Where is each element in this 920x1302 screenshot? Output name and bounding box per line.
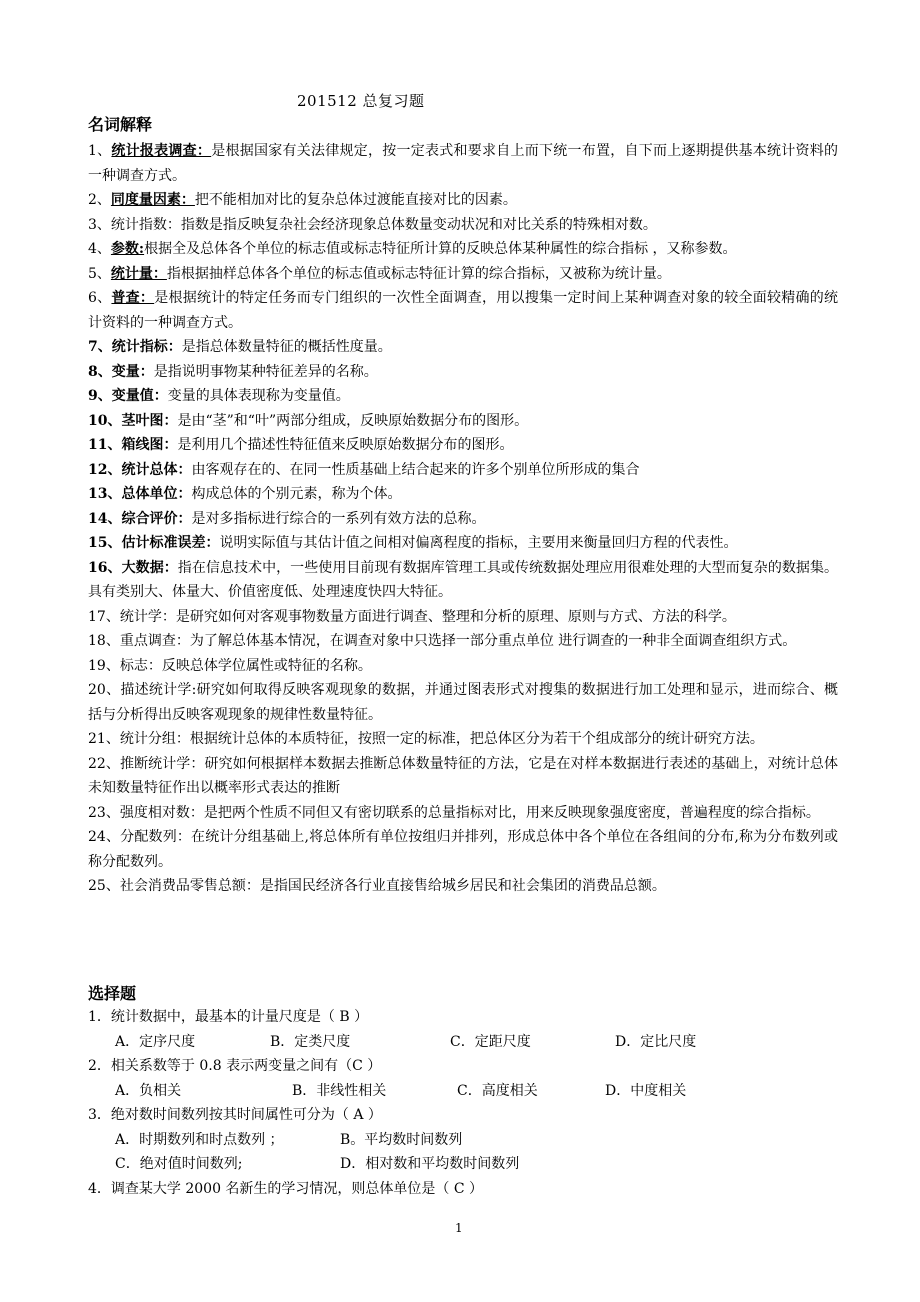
mcq-heading: 选择题 xyxy=(88,984,137,1003)
definitions-list xyxy=(88,139,838,899)
question-stem: 1．统计数据中，最基本的计量尺度是（ B ） xyxy=(88,1009,369,1025)
option: D．定比尺度 xyxy=(615,1033,697,1050)
option: C．绝对值时间数列; xyxy=(115,1156,243,1172)
definition-item: 9、变量值：变量的具体表现称为变量值。 xyxy=(88,388,350,404)
definition-item: 10、茎叶图：是由“茎”和“叶”两部分组成，反映原始数据分布的图形。 xyxy=(88,412,529,429)
definition-item: 16、大数据：指在信息技术中，一些使用目前现有数据库管理工具或传统数据处理应用很难处理的大型而复杂的数据集。具有类别大、体量大、价值密度低、处理速度快四大特征。 xyxy=(88,559,839,600)
option: B．非线性相关 xyxy=(292,1082,387,1099)
definition-item: 17、统计学：是研究如何对客观事物数量方面进行调查、整理和分析的原理、原则与方式、方法的科学。 xyxy=(88,608,736,625)
definition-item: 3、统计指数：指数是指反映复杂社会经济现象总体数量变动状况和对比关系的特殊相对数。 xyxy=(88,216,657,233)
definition-item: 8、变量：是指说明事物某种特征差异的名称。 xyxy=(88,363,378,380)
definition-item: 21、统计分组：根据统计总体的本质特征，按照一定的标准，把总体区分为若干个组成部分的统计研究方法。 xyxy=(88,731,764,747)
definition-item: 18、重点调查：为了解总体基本情况，在调查对象中只选择一部分重点单位 进行调查的一种非全面调查组织方式。 xyxy=(88,633,797,649)
options-row xyxy=(88,1152,838,1177)
definition-item: 15、估计标准误差：说明实际值与其估计值之间相对偏离程度的指标，主要用来衡量回归方程的代表性。 xyxy=(88,535,738,551)
definition-item: 7、统计指标：是指总体数量特征的概括性度量。 xyxy=(88,339,392,355)
definition-item: 2、同度量因素：把不能相加对比的复杂总体过渡能直接对比的因素。 xyxy=(88,192,517,208)
question-stem: 3．绝对数时间数列按其时间属性可分为（ A ） xyxy=(88,1107,382,1123)
definition-item: 19、标志：反映总体学位属性或特征的名称。 xyxy=(88,657,372,674)
definition-item: 20、描述统计学:研究如何取得反映客观现象的数据，并通过图表形式对搜集的数据进行加工处理和显示，进而综合、概括与分析得出反映客观现象的规律性数量特征。 xyxy=(88,682,838,723)
option: C．高度相关 xyxy=(457,1082,538,1099)
definition-item: 23、强度相对数：是把两个性质不同但又有密切联系的总量指标对比，用来反映现象强度密度，普遍程度的综合指标。 xyxy=(88,804,820,821)
option: C．定距尺度 xyxy=(450,1033,531,1050)
option: A．时期数列和时点数列 ； xyxy=(115,1131,284,1148)
question-stem: 2．相关系数等于 0.8 表示两变量之间有（C ） xyxy=(88,1058,382,1074)
definition-item: 12、统计总体：由客观存在的、在同一性质基础上结合起来的许多个别单位所形成的集合 xyxy=(88,461,640,478)
option: B．定类尺度 xyxy=(270,1033,351,1050)
question-list xyxy=(88,1005,838,1201)
definition-item: 25、社会消费品零售总额：是指国民经济各行业直接售给城乡居民和社会集团的消费品总额。 xyxy=(88,878,666,894)
definition-item: 11、箱线图：是利用几个描述性特征值来反映原始数据分布的图形。 xyxy=(88,437,514,453)
page-number: 1 xyxy=(455,1221,463,1235)
definition-item: 6、普查：是根据统计的特定任务而专门组织的一次性全面调查，用以搜集一定时间上某种调查对象的较全面较精确的统计资料的一种调查方式。 xyxy=(88,290,839,331)
definition-item: 1、统计报表调查：是根据国家有关法律规定，按一定表式和要求自上而下统一布置，自下而上逐期提供基本统计资料的一种调查方式。 xyxy=(88,143,838,184)
option: A．定序尺度 xyxy=(115,1033,196,1050)
question-stem: 4．调查某大学 2000 名新生的学习情况，则总体单位是（ C ） xyxy=(88,1180,484,1197)
definition-item: 5、统计量：指根据抽样总体各个单位的标志值或标志特征计算的综合指标，又被称为统计量。 xyxy=(88,265,671,282)
options-row xyxy=(88,1079,838,1104)
option: D．相对数和平均数时间数列 xyxy=(340,1156,520,1172)
definition-item: 24、分配数列：在统计分组基础上,将总体所有单位按组归并排列，形成总体中各个单位在各组间的分布,称为分布数列或称分配数列。 xyxy=(88,829,838,870)
option: B。平均数时间数列 xyxy=(340,1131,463,1148)
definitions-heading: 名词解释 xyxy=(88,115,153,134)
definition-item: 4、参数:根据全及总体各个单位的标志值或标志特征所计算的反映总体某种属性的综合指标 ，又称参数。 xyxy=(88,241,737,257)
definition-item: 22、推断统计学：研究如何根据样本数据去推断总体数量特征的方法，它是在对样本数据进行表述的基础上，对统计总体未知数量特征作出以概率形式表达的推断 xyxy=(88,755,838,796)
options-row xyxy=(88,1128,838,1153)
definition-item: 13、总体单位：构成总体的个别元素，称为个体。 xyxy=(88,486,402,502)
option: D．中度相关 xyxy=(605,1082,687,1099)
options-row xyxy=(88,1030,838,1055)
page-title: 201512 总复习题 xyxy=(297,92,425,110)
option: A．负相关 xyxy=(115,1082,182,1099)
definition-item: 14、综合评价：是对多指标进行综合的一系列有效方法的总称。 xyxy=(88,510,486,527)
